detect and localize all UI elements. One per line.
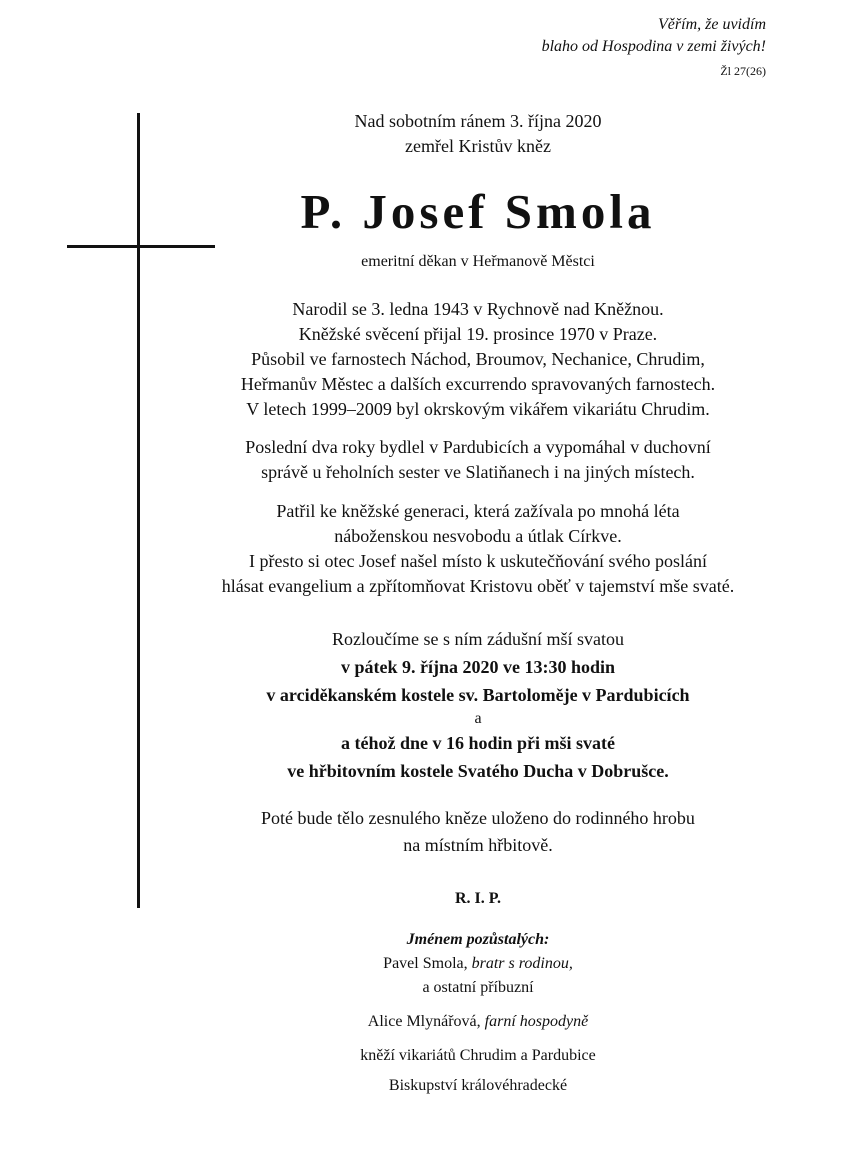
- bio-line: Působil ve farnostech Náchod, Broumov, Nechanice, Chrudim,: [251, 349, 705, 369]
- mourner-brother: [148, 952, 808, 976]
- farewell-second-mass: a téhož dne v 16 hodin při mši svaté: [340, 733, 616, 753]
- mourner-relatives: a ostatní příbuzní: [422, 979, 534, 996]
- farewell-line: Rozloučíme se s ním zádušní mší svatou: [332, 629, 624, 649]
- bio-line: Kněžské svěcení přijal 19. prosince 1970 v Praze.: [298, 324, 658, 344]
- rip-text: R. I. P.: [454, 890, 502, 907]
- motto-verse: [542, 14, 766, 58]
- intro-line-2: zemřel Kristův kněz: [405, 136, 551, 156]
- farewell-conjunction: a: [474, 710, 482, 727]
- mourner-priests: kněží vikariátů Chrudim a Pardubice: [360, 1047, 596, 1064]
- deceased-name: P. Josef Smola: [300, 184, 656, 239]
- mourner-brother-role: bratr s rodinou,: [471, 955, 573, 972]
- last-years: [148, 435, 808, 485]
- mourner-housekeeper-role: farní hospodyně: [484, 1013, 589, 1030]
- motto-reference: Žl 27(26): [720, 64, 766, 78]
- cross-horizontal-bar: [67, 245, 215, 248]
- generation-text: [148, 499, 808, 599]
- bio-line: V letech 1999–2009 byl okrskovým vikářem vikariátu Chrudim.: [246, 399, 710, 419]
- generation-line: náboženskou nesvobodu a útlak Církve.: [334, 526, 622, 546]
- farewell-date: v pátek 9. října 2020 ve 13:30 hodin: [340, 657, 616, 677]
- motto-line-1: Věřím, že uvidím: [658, 16, 766, 33]
- mourner-housekeeper: [148, 1010, 808, 1034]
- bio-line: Heřmanův Městec a dalších excurrendo spravovaných farnostech.: [240, 374, 716, 394]
- mourner-housekeeper-name: Alice Mlynářová,: [367, 1013, 481, 1030]
- cross-vertical-bar: [137, 113, 140, 908]
- intro-text: [148, 109, 808, 159]
- generation-line: hlásat evangelium a zpřítomňovat Kristovu oběť v tajemství mše svaté.: [221, 576, 735, 596]
- mourners-heading: Jménem pozůstalých:: [406, 931, 550, 948]
- last-years-line: správě u řeholních sester ve Slatiňanech i na jiných místech.: [261, 462, 695, 482]
- mourners-block: [148, 928, 808, 1098]
- mourner-diocese: Biskupství královéhradecké: [388, 1077, 568, 1094]
- generation-line: Patřil ke kněžské generaci, která zažívala po mnohá léta: [276, 501, 680, 521]
- mourner-brother-name: Pavel Smola,: [383, 955, 468, 972]
- biography: [148, 297, 808, 422]
- bio-line: Narodil se 3. ledna 1943 v Rychnově nad Kněžnou.: [292, 299, 664, 319]
- burial-line: na místním hřbitově.: [403, 835, 553, 855]
- generation-line: I přesto si otec Josef našel místo k uskutečňování svého poslání: [249, 551, 707, 571]
- burial-text: [148, 805, 808, 859]
- farewell-announcement: [148, 626, 808, 785]
- deceased-title: emeritní děkan v Heřmanově Městci: [361, 253, 595, 270]
- farewell-second-place: ve hřbitovním kostele Svatého Ducha v Dobrušce.: [287, 761, 669, 781]
- burial-line: Poté bude tělo zesnulého kněze uloženo do rodinného hrobu: [261, 808, 695, 828]
- intro-line-1: Nad sobotním ránem 3. října 2020: [354, 111, 602, 131]
- motto-line-2: blaho od Hospodina v zemi živých!: [541, 38, 766, 55]
- farewell-place: v arciděkanském kostele sv. Bartoloměje v Pardubicích: [266, 685, 690, 705]
- last-years-line: Poslední dva roky bydlel v Pardubicích a vypomáhal v duchovní: [245, 437, 711, 457]
